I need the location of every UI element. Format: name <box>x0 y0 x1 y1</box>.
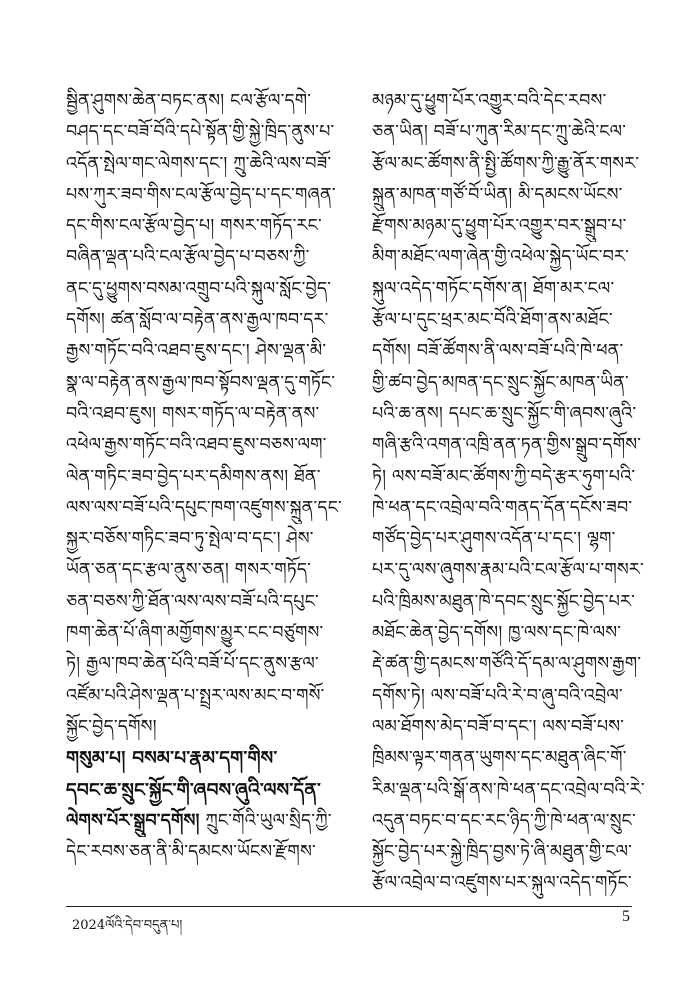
text-line: མིག་མཐོང་ལག་ཞེན་གྱི་འཕེལ་སྐྱེད་ཡོང་བར་ <box>372 247 630 268</box>
text-line: རིམ་ལྡན་པའི་སྒོ་ནས་ཁེ་ཕན་དང་འབྲེལ་བའི་རེ་ <box>372 779 645 800</box>
section-heading-line: གསུམ་པ། བསམ་པ་རྣམ་དག་གིས་ <box>66 748 278 770</box>
text-line: འཕེལ་རྒྱས་གཏོང་བའི་འཐབ་ཇུས་བཅས་ལག་ <box>66 435 327 456</box>
text-line: སྣ་ལ་བརྟེན་ནས་རྒྱལ་ཁབ་སྟོབས་ལྡན་དུ་གཏོང་ <box>66 372 336 393</box>
text-line: ལམ་ཐོགས་མེད་བཟོ་བ་དང་། ལས་བཟོ་པས་ <box>372 716 625 737</box>
text-line: ཁྲིམས་ལྟར་གནན་ཡུགས་དང་མཐུན་ཞིང་གོ་ <box>372 748 627 769</box>
text-line: དང་གིས་ངལ་རྩོལ་བྱེད་པ། གསར་གཏོད་རང་ <box>66 216 322 237</box>
text-line: ལས་ལས་བཟོ་པའི་དཔུང་ཁག་འཛུགས་སྐྲུན་དང་ <box>66 497 342 518</box>
text-line: སྦྱིན་ཤུགས་ཆེན་བཏང་ནས། ངལ་རྩོལ་དགེ་ <box>66 91 312 111</box>
footer-issue-label: 2024ལོའི་དེབ་བདུན་པ། <box>72 918 183 933</box>
text-line: སྐུལ་འདེད་གཏོང་དགོས་ན། ཐོག་མར་ངལ་ <box>372 278 615 299</box>
text-line: ཅན་བཅས་ཀྱི་ཐོན་ལས་ལས་བཟོ་པའི་དཔུང་ <box>66 591 319 612</box>
text-line: འདུན་བཏང་བ་དང་རང་ཉིད་ཀྱི་ཁེ་ཕན་ལ་སྲུང་ <box>372 810 636 831</box>
text-line: སྐྱོང་བྱེད་པར་སྐྱེ་ཁྲིད་བྱས་ཏེ་ཞི་མཐུན་གྱི་ངལ་ <box>372 842 632 863</box>
text-line: མཉམ་དུ་ཕྱུག་པོར་འགྱུར་བའི་དེང་རབས་ <box>372 91 607 111</box>
text-line: གཞི་རྩའི་འགན་འཁྲི་ནན་ཏན་གྱིས་སྒྲུབ་དགོས་ <box>372 435 642 456</box>
text-line: རྫོགས་མཉམ་དུ་ཕྱུག་པོར་འགྱུར་བར་སྒྲུབ་པ་ <box>372 216 627 237</box>
text-line: རྒྱས་གཏོང་བའི་འཐབ་ཇུས་དང་། ཤེས་ལྡན་མི་ <box>66 341 327 362</box>
text-line: རྡེ་ཚན་གྱི་དམངས་གཙོའི་དོ་དམ་ལ་ཤུགས་རྒྱག་ <box>372 654 642 675</box>
text-line: ཁེ་ཕན་དང་འབྲེལ་བའི་གནད་དོན་དངོས་ཟབ་ <box>372 497 633 518</box>
text-line: པའི་ཁྲིམས་མཐུན་ཁེ་དབང་སྲུང་སྐྱོང་བྱེད་པར་ <box>372 591 635 612</box>
section-heading-line: ལེགས་པོར་སྒྲུབ་དགོས། <box>66 810 200 831</box>
text-line <box>66 806 351 837</box>
text-line: འཛོམ་པའི་ཤེས་ལྡན་པ་སྤྲར་ལས་མང་བ་གསོ་ <box>66 685 325 706</box>
text-line: བཤད་དང་བཟོ་བོའི་དཔེ་སྟོན་གྱི་སྐྱེ་ཁྲིད་ནུས་པ་ <box>66 122 335 143</box>
text-line: དགོས། བཟོ་ཚོགས་ནི་ལས་བཟོ་པའི་ཁེ་ཕན་ <box>372 341 624 362</box>
text-line: སྐྲུན་མཁན་གཙོ་བོ་ཡིན། མི་དམངས་ཡོངས་ <box>372 184 623 205</box>
text-line: རྩོལ་འབྲེལ་བ་འཛུགས་པར་སྐུལ་འདེད་གཏོང་ <box>372 873 632 894</box>
text-line: སྐྱོང་བྱེད་དགོས། <box>66 716 157 737</box>
left-column <box>66 86 351 868</box>
text-line: ལེན་གཏིང་ཟབ་བྱེད་པར་དམིགས་ནས། ཐོན་ <box>66 466 321 487</box>
text-line: གཙོད་བྱེད་པར་ཤུགས་འདོན་པ་དང་། ལྷག་ <box>372 529 616 550</box>
text-line: བཞིན་ལྡན་པའི་ངལ་རྩོལ་བྱེད་པ་བཅས་ཀྱི་ <box>66 247 310 268</box>
right-column <box>372 86 657 900</box>
text-line: ཡོན་ཅན་དང་རྩལ་ནུས་ཅན། གསར་གཏོད་ <box>66 560 312 581</box>
text-line: པར་དུ་ལས་ཞུགས་རྣམ་པའི་ངལ་རྩོལ་པ་གསར་ <box>372 560 644 581</box>
footer-divider <box>66 906 632 907</box>
text-line: དགོས། ཚན་སློབ་ལ་བརྟེན་ནས་རྒྱལ་ཁབ་དར་ <box>66 310 329 331</box>
text-line: གྱི་ཚབ་བྱེད་མཁན་དང་སྲུང་སྐྱོང་མཁན་ཡིན་ <box>372 372 629 393</box>
page-number: 5 <box>622 908 630 925</box>
text-line: པའི་ཆ་ནས། དཔང་ཆ་སྲུང་སྐྱོང་གི་ཞབས་ཞུའི་ <box>372 403 637 424</box>
section-heading-line: དབང་ཆ་སྲུང་སྐྱོང་གི་ཞབས་ཞུའི་ལས་དོན་ <box>66 779 321 801</box>
text-line: བའི་འཐབ་ཇུས། གསར་གཏོད་ལ་བརྟེན་ནས་ <box>66 403 320 424</box>
text-line: ཁག་ཆེན་པོ་ཞིག་མགྱོགས་མྱུར་ངང་བཙུགས་ <box>66 623 324 644</box>
text-line: སྐྱར་བཅོས་གཏིང་ཟབ་ཏུ་སྤེལ་བ་དང་། ཤེས་ <box>66 529 314 550</box>
text-line: ནང་དུ་ཕྱུགས་བསམ་འགྲུབ་པའི་སྐུལ་སློང་བྱེད་ <box>66 278 332 299</box>
text-line: དགོས་ཏེ། ལས་བཟོ་པའི་རེ་བ་ཞུ་བའི་འབྲེལ་ <box>372 685 623 706</box>
text-line: འདོན་སྤེལ་གང་ལེགས་དང་། ཀྲུ་ཆེའི་ལས་བཟོ་ <box>66 153 332 174</box>
text-line: ཏེ། རྒྱལ་ཁབ་ཆེན་པོའི་བཟོ་པོ་དང་ནུས་རྩལ་ <box>66 654 319 675</box>
text-line: པས་ཀུར་ཟབ་གིས་ངལ་རྩོལ་བྱེད་པ་དང་གཞན་ <box>66 184 336 205</box>
text-fragment: ཀྲུང་གོའི་ཡུལ་སྲིད་ཀྱི་ <box>205 810 332 831</box>
text-line: མཐོང་ཆེན་བྱེད་དགོས། ཁྱ་ལས་དང་ཁེ་ལས་ <box>372 623 622 644</box>
text-line: དེང་རབས་ཅན་ནི་མི་དམངས་ཡོངས་རྫོགས་ <box>66 842 316 863</box>
text-line: རྩོལ་མང་ཚོགས་ནི་སྤྱི་ཚོགས་ཀྱི་རྒྱུ་ནོར་གསར་ <box>372 153 640 174</box>
text-line: རྩོལ་པ་དུང་ཕྲར་མང་བོའི་ཐོག་ནས་མཐོང་ <box>372 310 613 331</box>
text-line: ཅན་ཡིན། བཟོ་པ་ཀུན་རིམ་དང་ཀྲུ་ཆེའི་ངལ་ <box>372 122 627 143</box>
text-line: ཏེ། ལས་བཟོ་མང་ཚོགས་ཀྱི་བདེ་རྩར་ཧུག་པའི་ <box>372 466 636 487</box>
